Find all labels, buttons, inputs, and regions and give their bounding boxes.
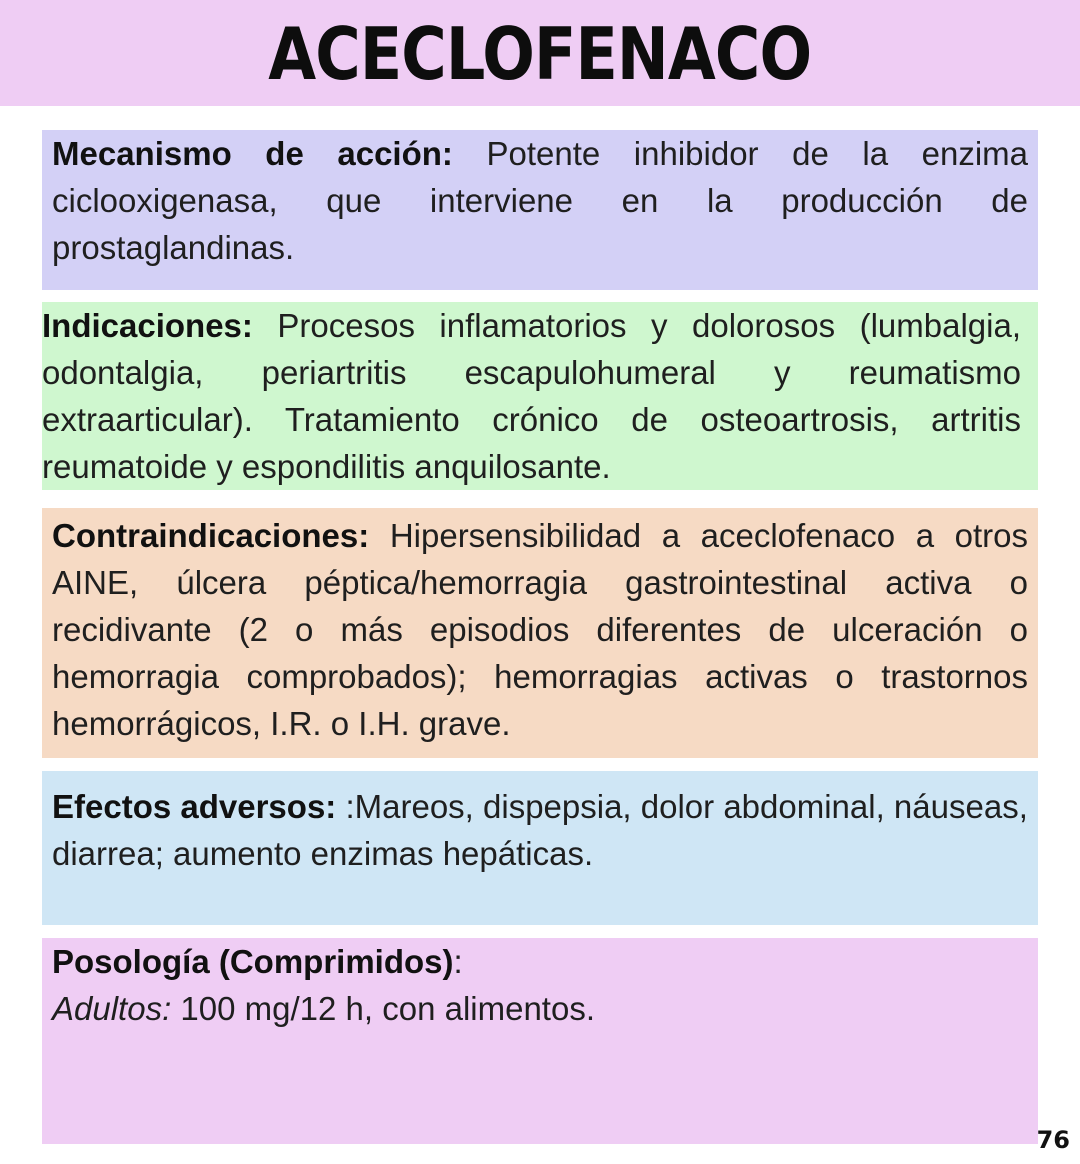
contraindicaciones-text: Hipersensibilidad a aceclofenaco a otros AINE, úlcera péptica/hemorragia gastrointestinal activa o recidivante (2 o más episodios diferentes de ulceración o hemorragia comprobados); hemorragias activas o trastornos hemorrágicos, I.R. o I.H. grave. — [52, 517, 1028, 742]
section-efectos-adversos — [42, 771, 1038, 925]
section-contraindicaciones — [42, 508, 1038, 758]
posologia-label: Posología (Comprimidos) — [52, 943, 454, 980]
adultos-text: 100 mg/12 h, con alimentos. — [171, 990, 595, 1027]
title-banner — [0, 0, 1080, 106]
section-indicaciones — [42, 302, 1038, 490]
mecanismo-text: Potente inhibidor de la enzima ciclooxigenasa, que interviene en la producción de prostaglandinas. — [52, 135, 1029, 266]
posologia-adultos — [52, 985, 1028, 1032]
efectos-text: :Mareos, dispepsia, dolor abdominal, náuseas, diarrea; aumento enzimas hepáticas. — [52, 788, 1028, 872]
contraindicaciones-label: Contraindicaciones: — [52, 517, 370, 554]
adultos-label: Adultos: — [52, 990, 172, 1027]
efectos-label: Efectos adversos: — [52, 788, 337, 825]
section-mecanismo — [42, 130, 1038, 290]
mecanismo-label: Mecanismo de acción: — [52, 135, 453, 172]
posologia-heading — [52, 938, 1028, 985]
indicaciones-label: Indicaciones: — [42, 307, 253, 344]
indicaciones-text: Procesos inflamatorios y dolorosos (lumbalgia, odontalgia, periartritis escapulohumeral y reumatismo extraarticular). Tratamiento crónico de osteoartrosis, artritis reumatoide y espondilitis anquilosante. — [42, 307, 1021, 485]
posologia-colon: : — [453, 943, 463, 980]
page-title: ACECLOFENACO — [268, 12, 812, 96]
page-number: 76 — [1036, 1126, 1070, 1154]
section-posologia — [42, 938, 1038, 1144]
